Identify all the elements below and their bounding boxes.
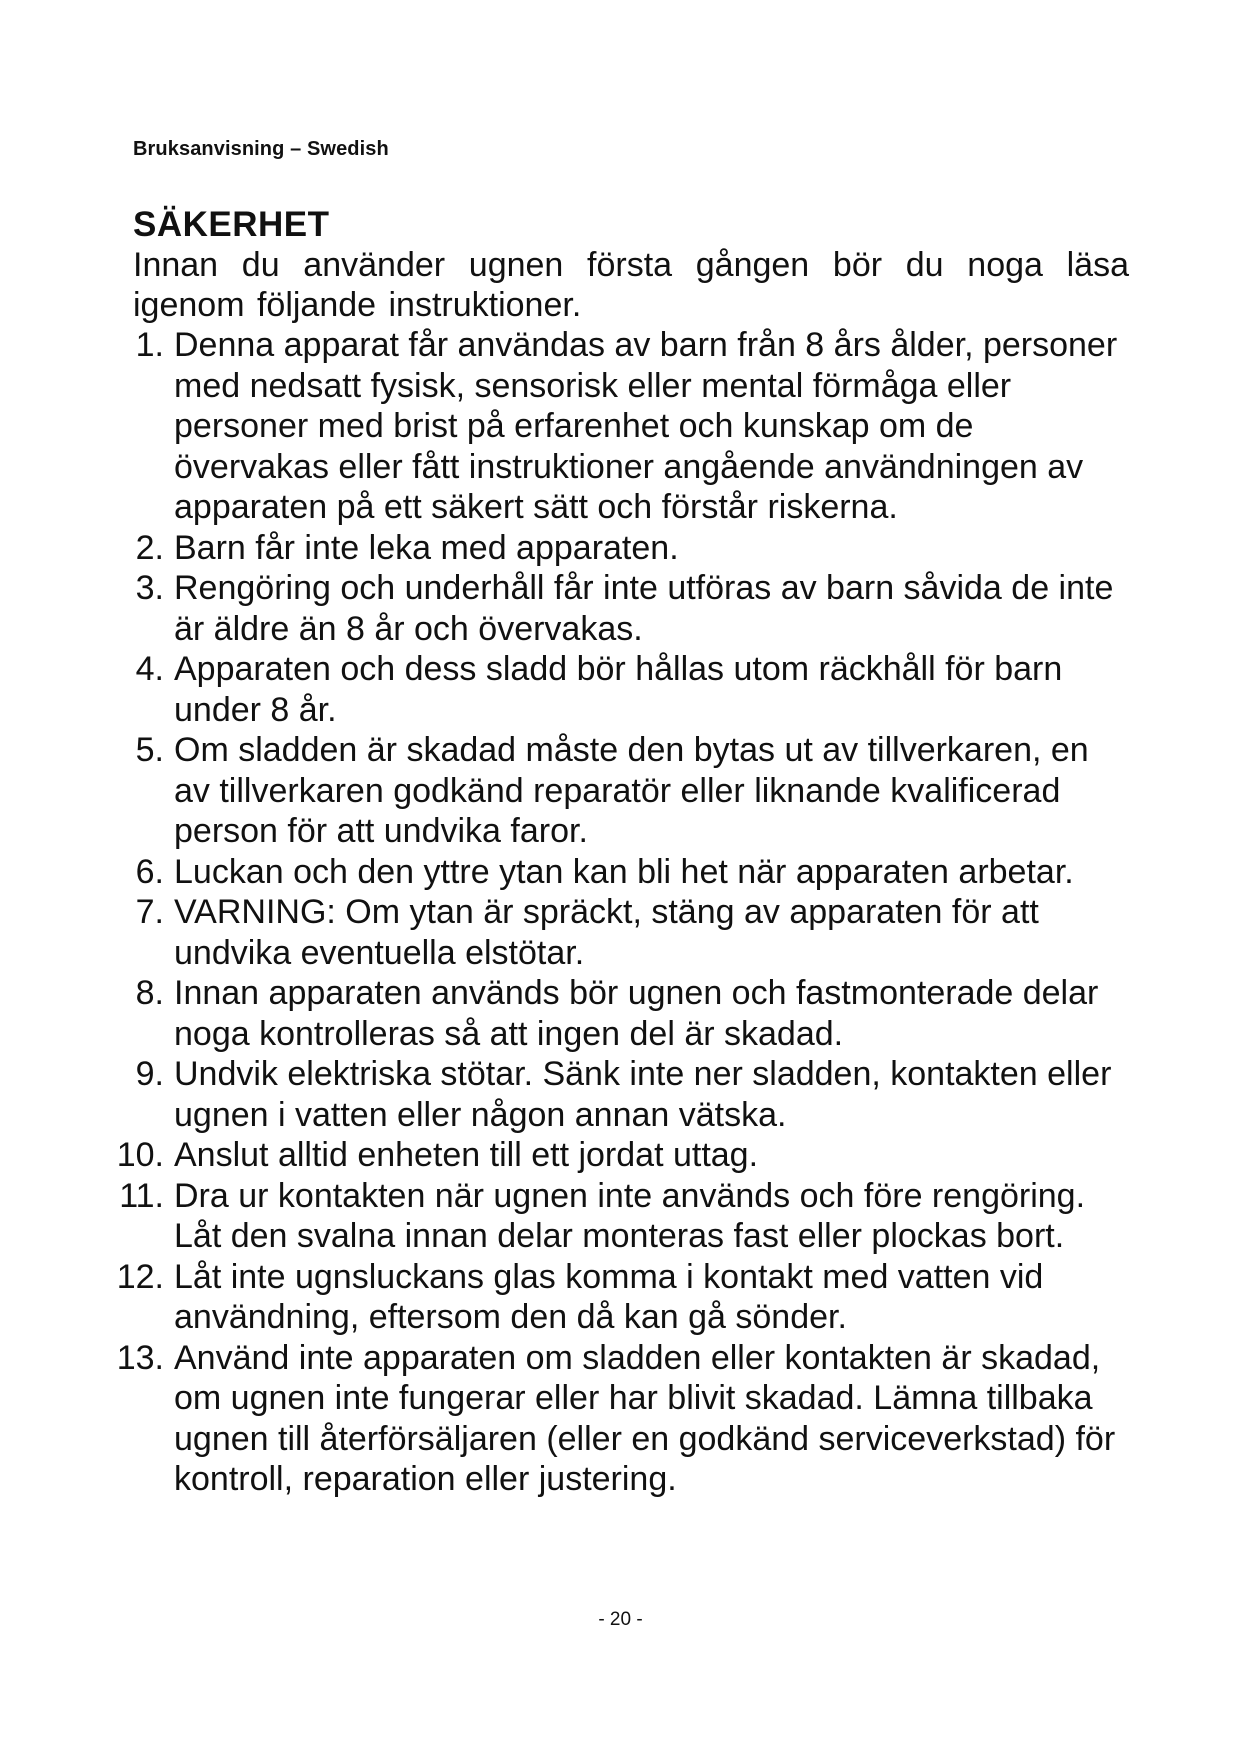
list-item: [133, 852, 1129, 893]
list-item: [133, 892, 1129, 973]
item-text: Denna apparat får användas av barn från 8 års ålder, personer med nedsatt fysisk, sensorisk eller mental förmåga eller personer med brist på erfarenhet och kunskap om de övervakas eller fått instruktioner angående användningen av apparaten på ett säkert sätt och förstår riskerna.: [174, 326, 1118, 526]
item-text: VARNING: Om ytan är spräckt, stäng av apparaten för att undvika eventuella elstötar.: [174, 893, 1039, 972]
item-text: Innan apparaten används bör ugnen och fastmonterade delar noga kontrolleras så att ingen del är skadad.: [174, 974, 1099, 1053]
list-item: [116, 1257, 1129, 1338]
item-number: 5.: [135, 731, 164, 769]
item-number: 13.: [116, 1338, 164, 1377]
safety-section: [116, 205, 1129, 1500]
list-item: [133, 730, 1129, 852]
item-number: 1.: [135, 326, 164, 364]
item-number: 12.: [116, 1257, 164, 1296]
section-title: SÄKERHET: [133, 205, 330, 244]
item-number: 4.: [135, 650, 164, 688]
list-item: [133, 325, 1129, 528]
item-text: Luckan och den yttre ytan kan bli het när apparaten arbetar.: [174, 852, 1074, 891]
item-text: Anslut alltid enheten till ett jordat uttag.: [174, 1136, 759, 1174]
item-number: 7.: [135, 893, 164, 931]
list-item: [133, 1054, 1129, 1135]
list-item: [133, 973, 1129, 1054]
item-number: 6.: [135, 852, 164, 891]
page-number: - 20 -: [598, 1609, 643, 1630]
item-text: Apparaten och dess sladd bör hållas utom räckhåll för barn under 8 år.: [174, 650, 1063, 729]
item-number: 8.: [135, 974, 164, 1012]
list-item: [119, 1176, 1129, 1257]
item-number: 3.: [135, 569, 164, 607]
item-number: 2.: [135, 528, 164, 567]
list-item: [133, 649, 1129, 730]
manual-language-label: Bruksanvisning – Swedish: [133, 138, 389, 160]
item-number: 9.: [135, 1055, 164, 1093]
intro-paragraph: Innan du använder ugnen första gången bör du noga läsa igenom följande instruktioner.: [133, 246, 1129, 324]
item-text: Använd inte apparaten om sladden eller kontakten är skadad, om ugnen inte fungerar eller har blivit skadad. Lämna tillbaka ugnen till återförsäljaren (eller en godkänd serviceverkstad) för kontroll, reparation eller justering.: [174, 1338, 1116, 1498]
item-text: Dra ur kontakten när ugnen inte används och före rengöring. Låt den svalna innan delar monteras fast eller plockas bort.: [174, 1176, 1086, 1255]
list-item: [133, 568, 1129, 649]
item-text: Om sladden är skadad måste den bytas ut av tillverkaren, en av tillverkaren godkänd reparatör eller liknande kvalificerad person för att undvika faror.: [174, 731, 1089, 850]
list-item: [133, 528, 1129, 569]
item-text: Låt inte ugnsluckans glas komma i kontakt med vatten vid användning, eftersom den då kan gå sönder.: [174, 1257, 1044, 1336]
item-number: 10.: [116, 1136, 164, 1174]
safety-instructions-list: [116, 325, 1129, 1500]
item-text: Barn får inte leka med apparaten.: [174, 528, 679, 567]
list-item: [116, 1135, 1129, 1176]
item-text: Rengöring och underhåll får inte utföras av barn såvida de inte är äldre än 8 år och övervakas.: [174, 569, 1114, 648]
list-item: [116, 1338, 1129, 1500]
item-text: Undvik elektriska stötar. Sänk inte ner sladden, kontakten eller ugnen i vatten eller någon annan vätska.: [174, 1055, 1112, 1134]
item-number: 11.: [119, 1176, 164, 1215]
